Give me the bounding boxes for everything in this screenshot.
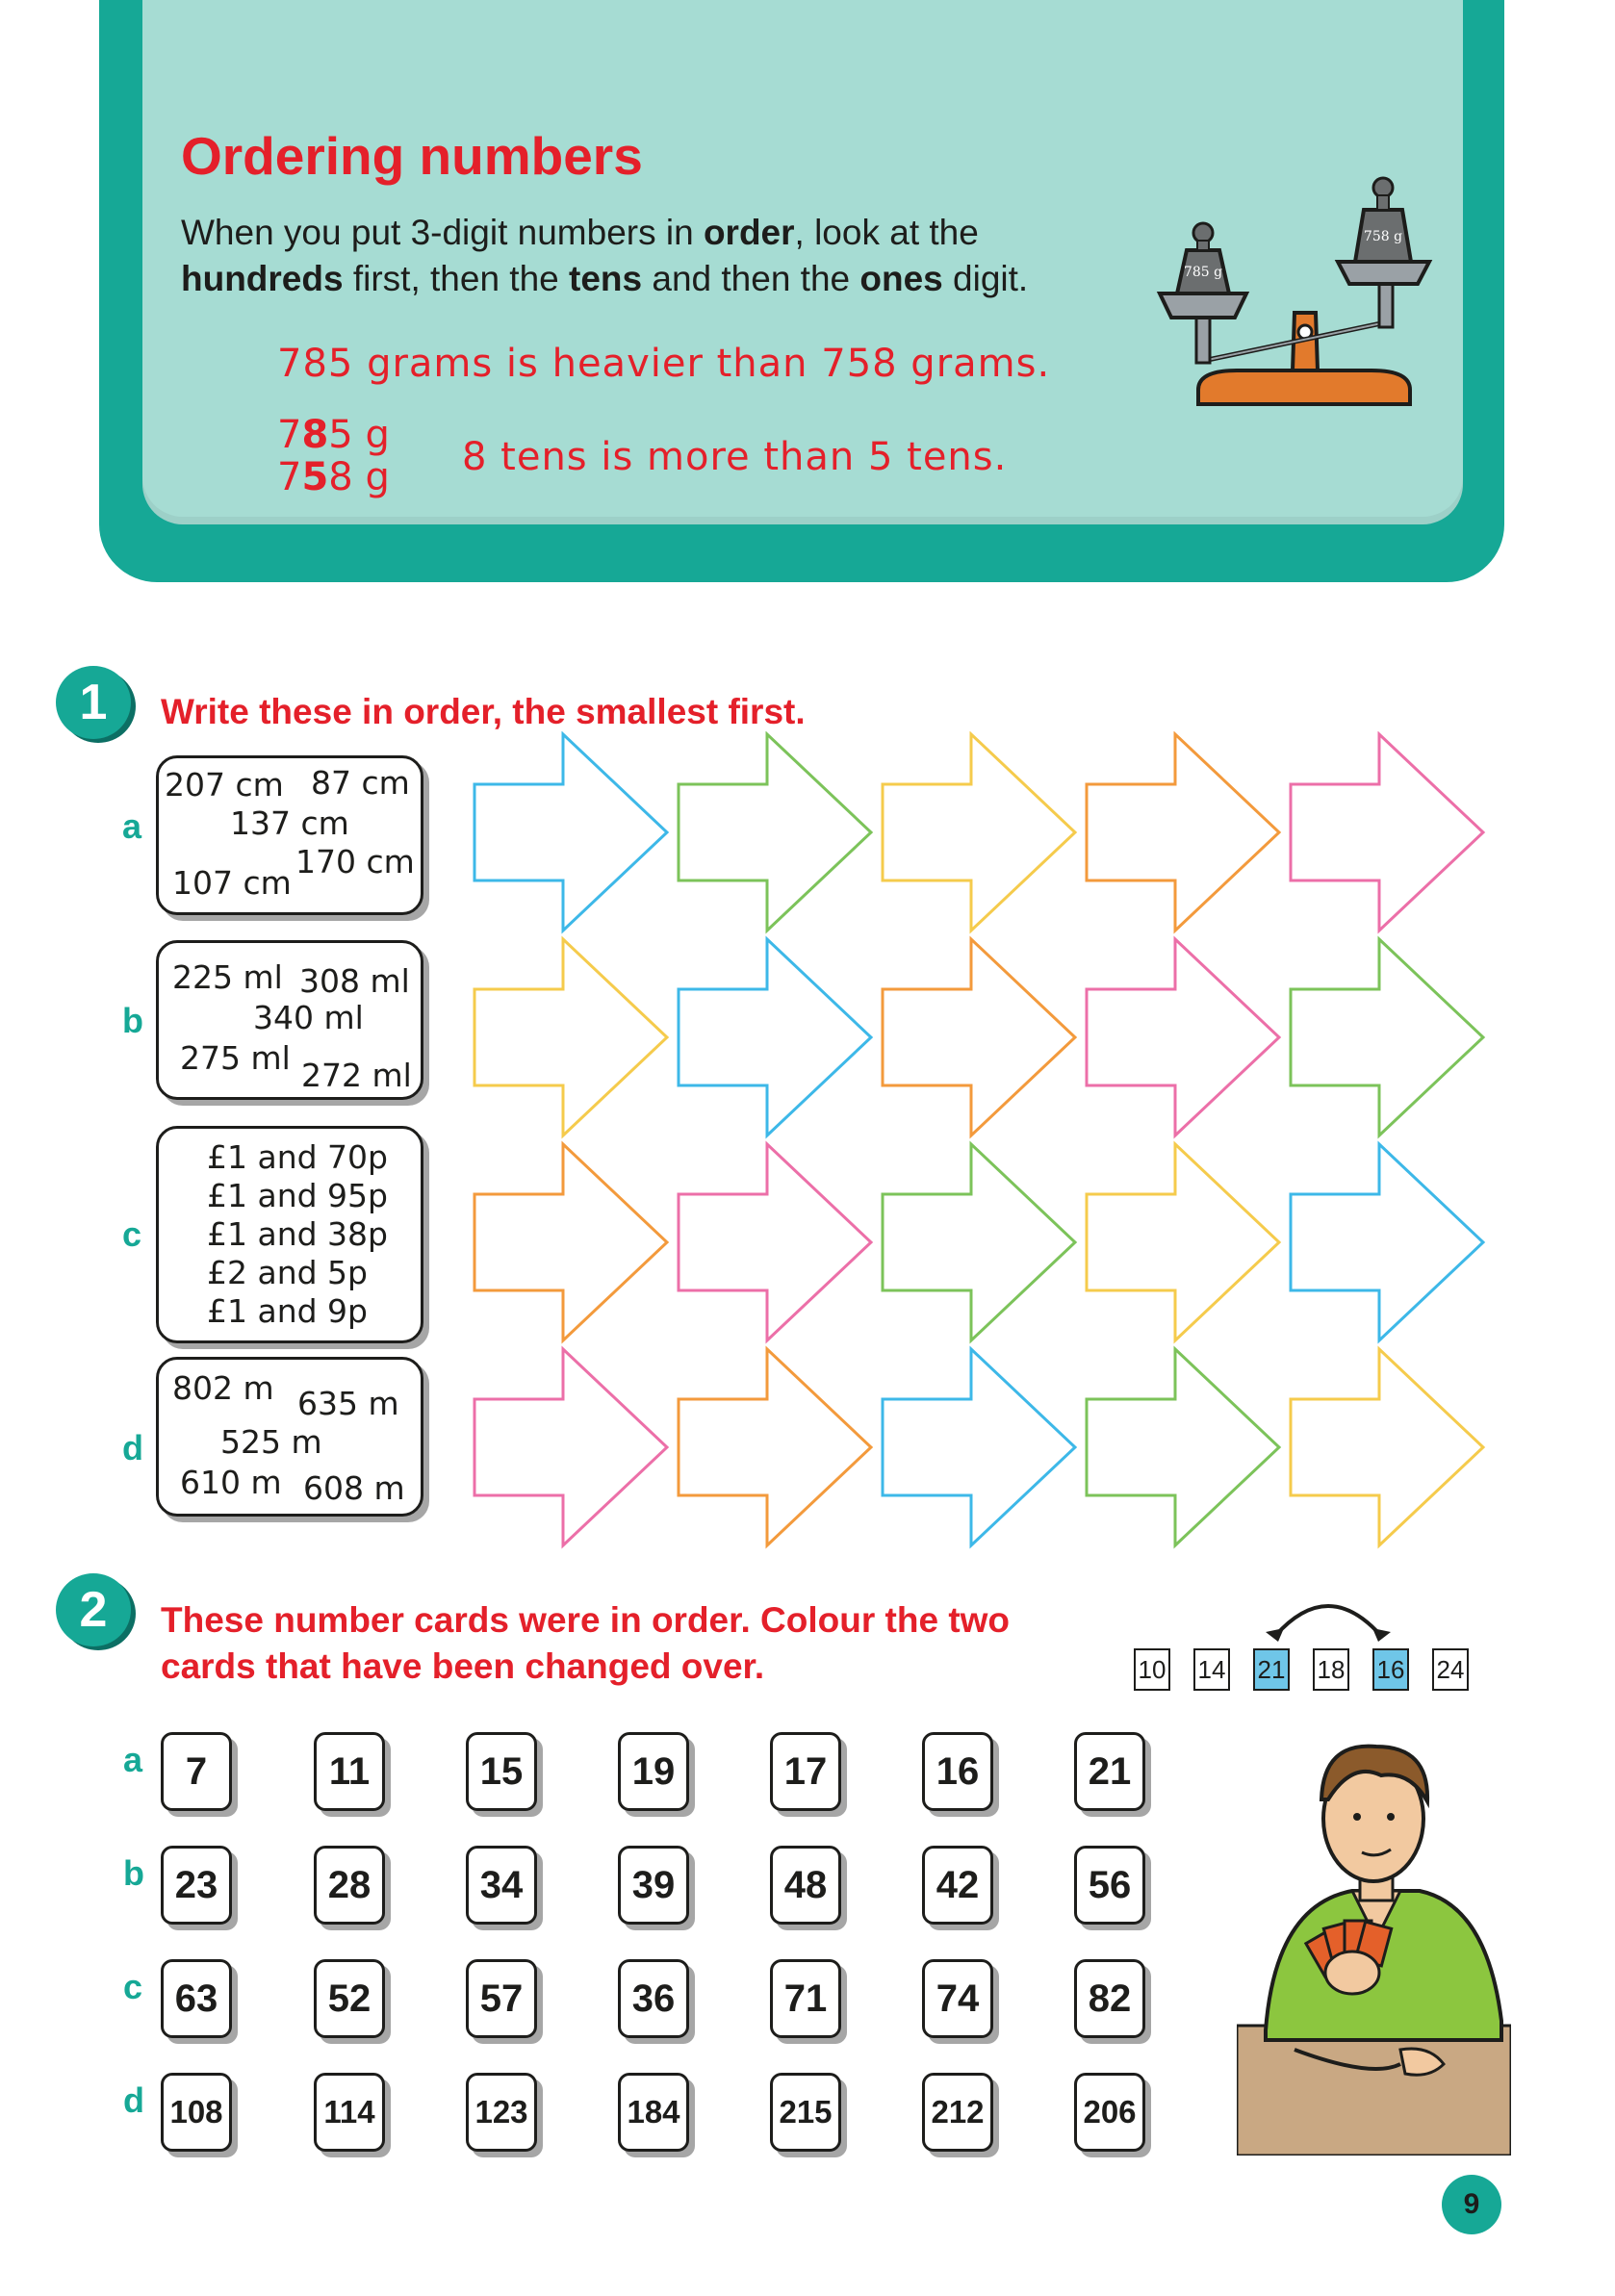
q2-row-letter-d: d (123, 2080, 144, 2120)
answer-arrow[interactable] (883, 1349, 1075, 1545)
number-card[interactable]: 108 (161, 2073, 232, 2152)
example-card: 14 (1193, 1648, 1230, 1691)
intro-text: When you put 3-digit numbers in order, look at the hundreds first, then the tens and then the ones digit. (181, 213, 1029, 298)
question-1-instruction: Write these in order, the smallest first. (161, 692, 806, 731)
example-card: 10 (1134, 1648, 1170, 1691)
number-card[interactable]: 206 (1074, 2073, 1145, 2152)
swap-arrow-icon (1261, 1586, 1396, 1644)
page-number: 9 (1442, 2175, 1501, 2234)
q1-box-d: 802 m 635 m 525 m 610 m 608 m (156, 1357, 423, 1517)
number-card[interactable]: 39 (618, 1846, 689, 1925)
example-card: 18 (1313, 1648, 1349, 1691)
number-card[interactable]: 16 (922, 1732, 993, 1811)
q1-box-b: 225 ml 308 ml 340 ml 275 ml 272 ml (156, 940, 423, 1100)
number-card[interactable]: 63 (161, 1959, 232, 2038)
answer-arrow[interactable] (679, 734, 871, 931)
answer-arrow[interactable] (1291, 939, 1483, 1135)
balance-scale-illustration (1150, 173, 1439, 423)
number-card[interactable]: 7 (161, 1732, 232, 1811)
number-card[interactable]: 34 (466, 1846, 537, 1925)
q1-box-a: 207 cm 87 cm 137 cm 170 cm 107 cm (156, 755, 423, 915)
answer-arrow[interactable] (1291, 734, 1483, 931)
weight-label-758: 758 g (1363, 229, 1403, 244)
example-card-highlighted: 16 (1372, 1648, 1409, 1691)
number-card[interactable]: 82 (1074, 1959, 1145, 2038)
answer-arrow[interactable] (679, 1349, 871, 1545)
answer-arrow[interactable] (883, 1144, 1075, 1340)
example-note: 8 tens is more than 5 tens. (462, 435, 1008, 479)
example-card-highlighted: 21 (1253, 1648, 1290, 1691)
number-card[interactable]: 15 (466, 1732, 537, 1811)
answer-arrow[interactable] (679, 1144, 871, 1340)
number-card[interactable]: 11 (314, 1732, 385, 1811)
answer-arrow[interactable] (883, 734, 1075, 931)
question-1-number: 1 (56, 666, 131, 739)
q2-row-letter-b: b (123, 1853, 144, 1893)
answer-arrow[interactable] (679, 939, 871, 1135)
example-sentence: 785 grams is heavier than 758 grams. (277, 342, 1051, 386)
answer-arrow[interactable] (474, 734, 667, 931)
q1-row-letter-c: c (122, 1214, 142, 1254)
number-card[interactable]: 57 (466, 1959, 537, 2038)
answer-arrow[interactable] (1291, 1349, 1483, 1545)
number-card[interactable]: 123 (466, 2073, 537, 2152)
number-card[interactable]: 23 (161, 1846, 232, 1925)
number-card[interactable]: 42 (922, 1846, 993, 1925)
answer-arrow[interactable] (1087, 734, 1279, 931)
number-card[interactable]: 17 (770, 1732, 841, 1811)
number-card[interactable]: 71 (770, 1959, 841, 2038)
number-card[interactable]: 19 (618, 1732, 689, 1811)
answer-arrow[interactable] (1087, 939, 1279, 1135)
example-numbers (277, 414, 390, 498)
answer-arrow[interactable] (474, 1349, 667, 1545)
number-card[interactable]: 215 (770, 2073, 841, 2152)
q1-row-letter-d: d (122, 1428, 143, 1467)
number-card[interactable]: 48 (770, 1846, 841, 1925)
answer-arrow[interactable] (1087, 1349, 1279, 1545)
q2-row-letter-c: c (123, 1967, 143, 2006)
number-card[interactable]: 212 (922, 2073, 993, 2152)
number-card[interactable]: 21 (1074, 1732, 1145, 1811)
answer-arrow[interactable] (1087, 1144, 1279, 1340)
number-card[interactable]: 74 (922, 1959, 993, 2038)
answer-arrow[interactable] (1291, 1144, 1483, 1340)
question-2-number: 2 (56, 1573, 131, 1646)
q1-box-c: £1 and 70p £1 and 95p £1 and 38p £2 and 5p £1 and 9p (156, 1126, 423, 1343)
answer-arrow[interactable] (883, 939, 1075, 1135)
number-card[interactable]: 114 (314, 2073, 385, 2152)
q1-row-letter-b: b (122, 1001, 143, 1040)
number-card[interactable]: 28 (314, 1846, 385, 1925)
number-card[interactable]: 56 (1074, 1846, 1145, 1925)
answer-arrow-grid (472, 731, 1501, 1559)
question-2-instruction: These number cards were in order. Colour the two cards that have been changed over. (161, 1600, 1011, 1686)
q2-row-letter-a: a (123, 1740, 143, 1779)
answer-arrow[interactable] (474, 939, 667, 1135)
number-card[interactable]: 36 (618, 1959, 689, 2038)
answer-arrow[interactable] (474, 1144, 667, 1340)
example-number-b: 758 g (277, 455, 390, 499)
boy-with-cards-illustration (1237, 1732, 1511, 2156)
example-number-a: 785 g (277, 413, 390, 457)
example-card: 24 (1432, 1648, 1469, 1691)
q1-row-letter-a: a (122, 806, 142, 846)
number-card[interactable]: 52 (314, 1959, 385, 2038)
number-card[interactable]: 184 (618, 2073, 689, 2152)
weight-label-785: 785 g (1183, 265, 1223, 280)
page-title: Ordering numbers (181, 126, 643, 186)
